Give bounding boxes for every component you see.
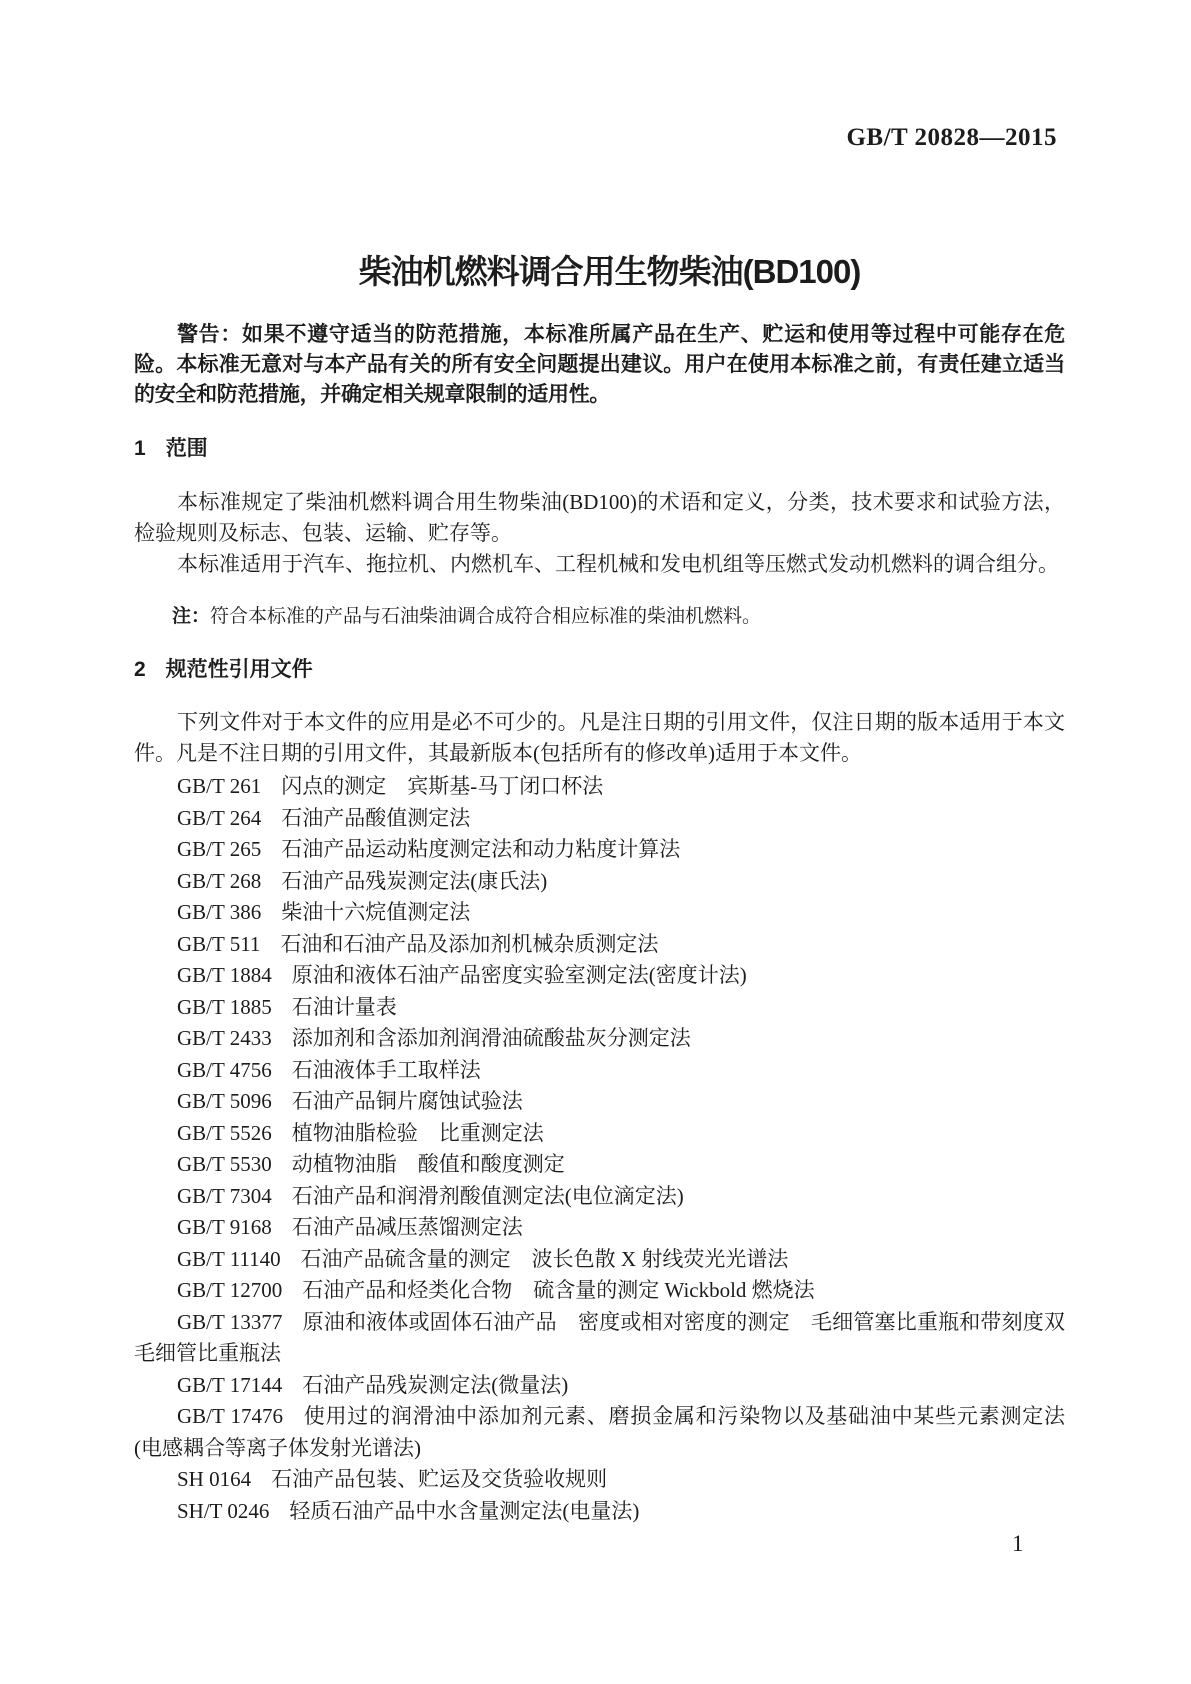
reference-title: 轻质石油产品中水含量测定法(电量法) bbox=[289, 1498, 640, 1523]
reference-code: GB/T 265 bbox=[177, 837, 262, 861]
reference-title: 使用过的润滑油中添加剂元素、磨损金属和污染物以及基础油中某些元素测定法(电感耦合等离子体发射光谱法) bbox=[134, 1404, 1065, 1460]
normative-reference-list bbox=[134, 771, 1065, 1527]
reference-code: GB/T 5526 bbox=[177, 1120, 272, 1145]
reference-title: 柴油十六烷值测定法 bbox=[281, 900, 471, 924]
reference-title: 石油产品和烃类化合物 硫含量的测定 Wickbold 燃烧法 bbox=[302, 1278, 815, 1302]
reference-code: GB/T 9168 bbox=[177, 1215, 272, 1239]
page-number: 1 bbox=[1012, 1531, 1024, 1556]
reference-code: GB/T 386 bbox=[177, 900, 262, 924]
reference-code: GB/T 1884 bbox=[177, 963, 272, 987]
reference-title: 动植物油脂 酸值和酸度测定 bbox=[291, 1152, 565, 1176]
document-title: 柴油机燃料调合用生物柴油(BD100) bbox=[358, 253, 861, 291]
warning-paragraph: 警告：如果不遵守适当的防范措施，本标准所属产品在生产、贮运和使用等过程中可能存在危险。本标准无意对与本产品有关的所有安全问题提出建议。用户在使用本标准之前，有责任建立适当的安全和防范措施，并确定相关规章限制的适用性。 bbox=[134, 323, 1065, 406]
reference-item bbox=[134, 1118, 1065, 1150]
section-1-title: 范围 bbox=[165, 437, 208, 460]
reference-code: GB/T 7304 bbox=[177, 1183, 272, 1208]
reference-title: 石油产品包装、贮运及交货验收规则 bbox=[271, 1467, 608, 1491]
reference-item bbox=[134, 1212, 1065, 1244]
reference-title: 原油和液体石油产品密度实验室测定法(密度计法) bbox=[291, 963, 747, 987]
reference-code: GB/T 511 bbox=[177, 931, 261, 956]
scope-note bbox=[134, 604, 1065, 630]
reference-item bbox=[134, 1401, 1065, 1464]
scope-paragraph-2: 本标准适用于汽车、拖拉机、内燃机车、工程机械和发电机组等压燃式发动机燃料的调合组分。 bbox=[177, 552, 1059, 576]
reference-code: GB/T 4756 bbox=[177, 1057, 272, 1082]
reference-title: 原油和液体或固体石油产品 密度或相对密度的测定 毛细管塞比重瓶和带刻度双毛细管比重瓶法 bbox=[134, 1309, 1065, 1365]
reference-title: 石油产品和润滑剂酸值测定法(电位滴定法) bbox=[291, 1183, 684, 1208]
section-1-heading bbox=[134, 432, 208, 462]
section-2-intro bbox=[134, 707, 1065, 769]
reference-item bbox=[134, 866, 1065, 898]
reference-title: 石油产品减压蒸馏测定法 bbox=[291, 1215, 523, 1239]
reference-code: GB/T 5530 bbox=[177, 1152, 272, 1176]
reference-title: 闪点的测定 宾斯基-马丁闭口杯法 bbox=[281, 774, 604, 798]
reference-item bbox=[134, 1181, 1065, 1213]
section-2-heading bbox=[134, 653, 313, 683]
note-label: 注： bbox=[172, 606, 211, 627]
section-1-body bbox=[134, 487, 1065, 580]
reference-item bbox=[134, 992, 1065, 1024]
reference-title: 石油产品残炭测定法(康氏法) bbox=[281, 868, 548, 893]
reference-title: 石油产品铜片腐蚀试验法 bbox=[291, 1089, 523, 1113]
reference-item bbox=[134, 771, 1065, 803]
standard-code: GB/T 20828—2015 bbox=[846, 124, 1057, 151]
reference-title: 石油和石油产品及添加剂机械杂质测定法 bbox=[280, 931, 659, 956]
reference-code: GB/T 261 bbox=[177, 774, 262, 798]
reference-code: GB/T 11140 bbox=[177, 1246, 281, 1271]
reference-item bbox=[134, 1055, 1065, 1087]
reference-item bbox=[134, 1275, 1065, 1307]
reference-item bbox=[134, 1464, 1065, 1496]
reference-code: GB/T 12700 bbox=[177, 1278, 283, 1302]
section-2-title: 规范性引用文件 bbox=[165, 658, 313, 681]
reference-code: GB/T 17144 bbox=[177, 1372, 283, 1397]
reference-item bbox=[134, 1370, 1065, 1402]
reference-title: 石油产品酸值测定法 bbox=[281, 805, 471, 830]
section-1-number: 1 bbox=[134, 437, 146, 460]
reference-code: GB/T 17476 bbox=[177, 1404, 283, 1428]
reference-code: GB/T 5096 bbox=[177, 1089, 272, 1113]
reference-item bbox=[134, 1496, 1065, 1528]
reference-code: GB/T 1885 bbox=[177, 994, 272, 1019]
reference-code: SH/T 0246 bbox=[177, 1498, 270, 1523]
references-intro-paragraph: 下列文件对于本文件的应用是必不可少的。凡是注日期的引用文件，仅注日期的版本适用于本文件。凡是不注日期的引用文件，其最新版本(包括所有的修改单)适用于本文件。 bbox=[134, 710, 1065, 765]
reference-item bbox=[134, 1244, 1065, 1276]
reference-title: 添加剂和含添加剂润滑油硫酸盐灰分测定法 bbox=[291, 1026, 691, 1050]
section-2-number: 2 bbox=[134, 658, 146, 681]
reference-item bbox=[134, 803, 1065, 835]
reference-item bbox=[134, 834, 1065, 866]
reference-item bbox=[134, 897, 1065, 929]
reference-code: SH 0164 bbox=[177, 1467, 252, 1491]
reference-code: GB/T 264 bbox=[177, 805, 262, 830]
reference-title: 石油液体手工取样法 bbox=[291, 1057, 481, 1082]
scope-paragraph-1: 本标准规定了柴油机燃料调合用生物柴油(BD100)的术语和定义，分类，技术要求和试验方法，检验规则及标志、包装、运输、贮存等。 bbox=[134, 490, 1065, 545]
note-text: 符合本标准的产品与石油柴油调合成符合相应标准的柴油机燃料。 bbox=[210, 606, 762, 627]
reference-item bbox=[134, 1307, 1065, 1370]
reference-title: 植物油脂检验 比重测定法 bbox=[291, 1120, 544, 1145]
reference-code: GB/T 268 bbox=[177, 868, 262, 893]
reference-item bbox=[134, 1086, 1065, 1118]
reference-item bbox=[134, 929, 1065, 961]
reference-title: 石油计量表 bbox=[291, 994, 397, 1019]
reference-code: GB/T 2433 bbox=[177, 1026, 272, 1050]
reference-title: 石油产品硫含量的测定 波长色散 X 射线荧光光谱法 bbox=[300, 1246, 789, 1271]
reference-item bbox=[134, 1149, 1065, 1181]
reference-title: 石油产品运动粘度测定法和动力粘度计算法 bbox=[281, 837, 681, 861]
reference-item bbox=[134, 1023, 1065, 1055]
reference-code: GB/T 13377 bbox=[177, 1309, 283, 1334]
reference-item bbox=[134, 960, 1065, 992]
reference-title: 石油产品残炭测定法(微量法) bbox=[302, 1372, 569, 1397]
